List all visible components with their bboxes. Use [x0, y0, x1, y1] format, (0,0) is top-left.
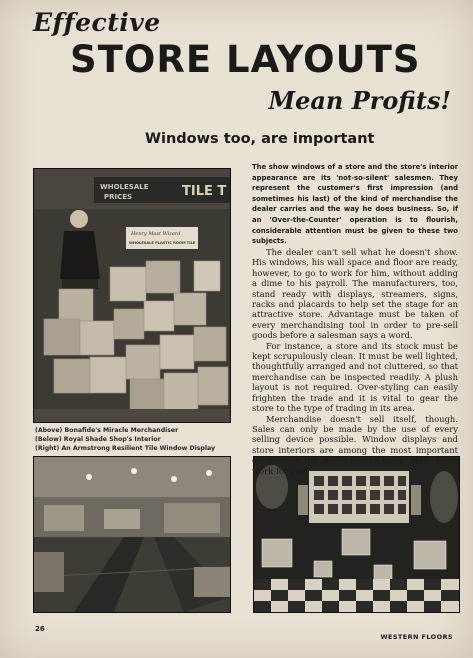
caption-above: (Above) Bonafide's Miracle Merchandiser [35, 427, 179, 434]
body-paragraph: The dealer can't sell what he doesn't show. His windows, his wall space and floor are ready, however, to go to work for him, without adding a dime to his payroll. The manufacturers, too, stand ready with displays, streamers, signs, racks and placards to help set the stage for an attractive store. Advantage must be taken of every merchandising tool in order to pre-sell goods before a salesman says a word. [252, 247, 458, 341]
caption-right: (Right) An Armstrong Resilient Tile Window Display [35, 445, 215, 452]
magazine-name: WESTERN FLOORS [380, 633, 453, 641]
article-body [252, 247, 458, 476]
sign-room-tile: WHOLESALE PLASTIC ROOM TILE [129, 241, 196, 245]
checker-floor [254, 579, 459, 612]
article-subtitle: Windows too, are important [145, 131, 375, 147]
photo-captions [35, 426, 235, 453]
body-paragraph: Merchandise doesn't sell itself, though. Sales can only be made by the use of every selling device possible. Window displays and store interiors are among the most important elements in the 'battle for the buck.' Make them work for you. [252, 413, 458, 476]
photo-miracle-merchandiser [33, 168, 231, 423]
sign-prices: PRICES [104, 193, 133, 201]
sign-wholesale: WHOLESALE [100, 183, 149, 191]
caption-below: (Below) Royal Shade Shop's Interior [35, 436, 161, 443]
page-number: 26 [35, 625, 45, 633]
photo-armstrong-window-display [253, 456, 460, 613]
sign-tile: TILE T [182, 184, 227, 199]
body-paragraph: For instance, a store and its stock must be kept scrupulously clean. It must be well lighted, thoughtfully arranged and not cluttered, so that merchandise can be inspected readily. A plush layout is not required. Over-styling can easily frighten the trade and it is vital to gear the store to the type of trading in its area. [252, 340, 458, 414]
sign-wizard: Henry Mast Wizard [131, 231, 181, 237]
photo-shade-shop-interior [33, 456, 231, 613]
article-intro: The show windows of a store and the store's interior appearance are its 'not-so-silent' salesmen. They represent the customer's first impression (and sometimes his last) of the kind of merchandise the dealer carries and the way he does business. So, if an 'Over-the-Counter' operation is to flourish, considerable attention must be given to these two subjects. [252, 163, 458, 246]
headline-tagline: Mean Profits! [268, 86, 451, 115]
headline-title: STORE LAYOUTS [70, 38, 421, 81]
headline-kicker: Effective [33, 8, 161, 37]
